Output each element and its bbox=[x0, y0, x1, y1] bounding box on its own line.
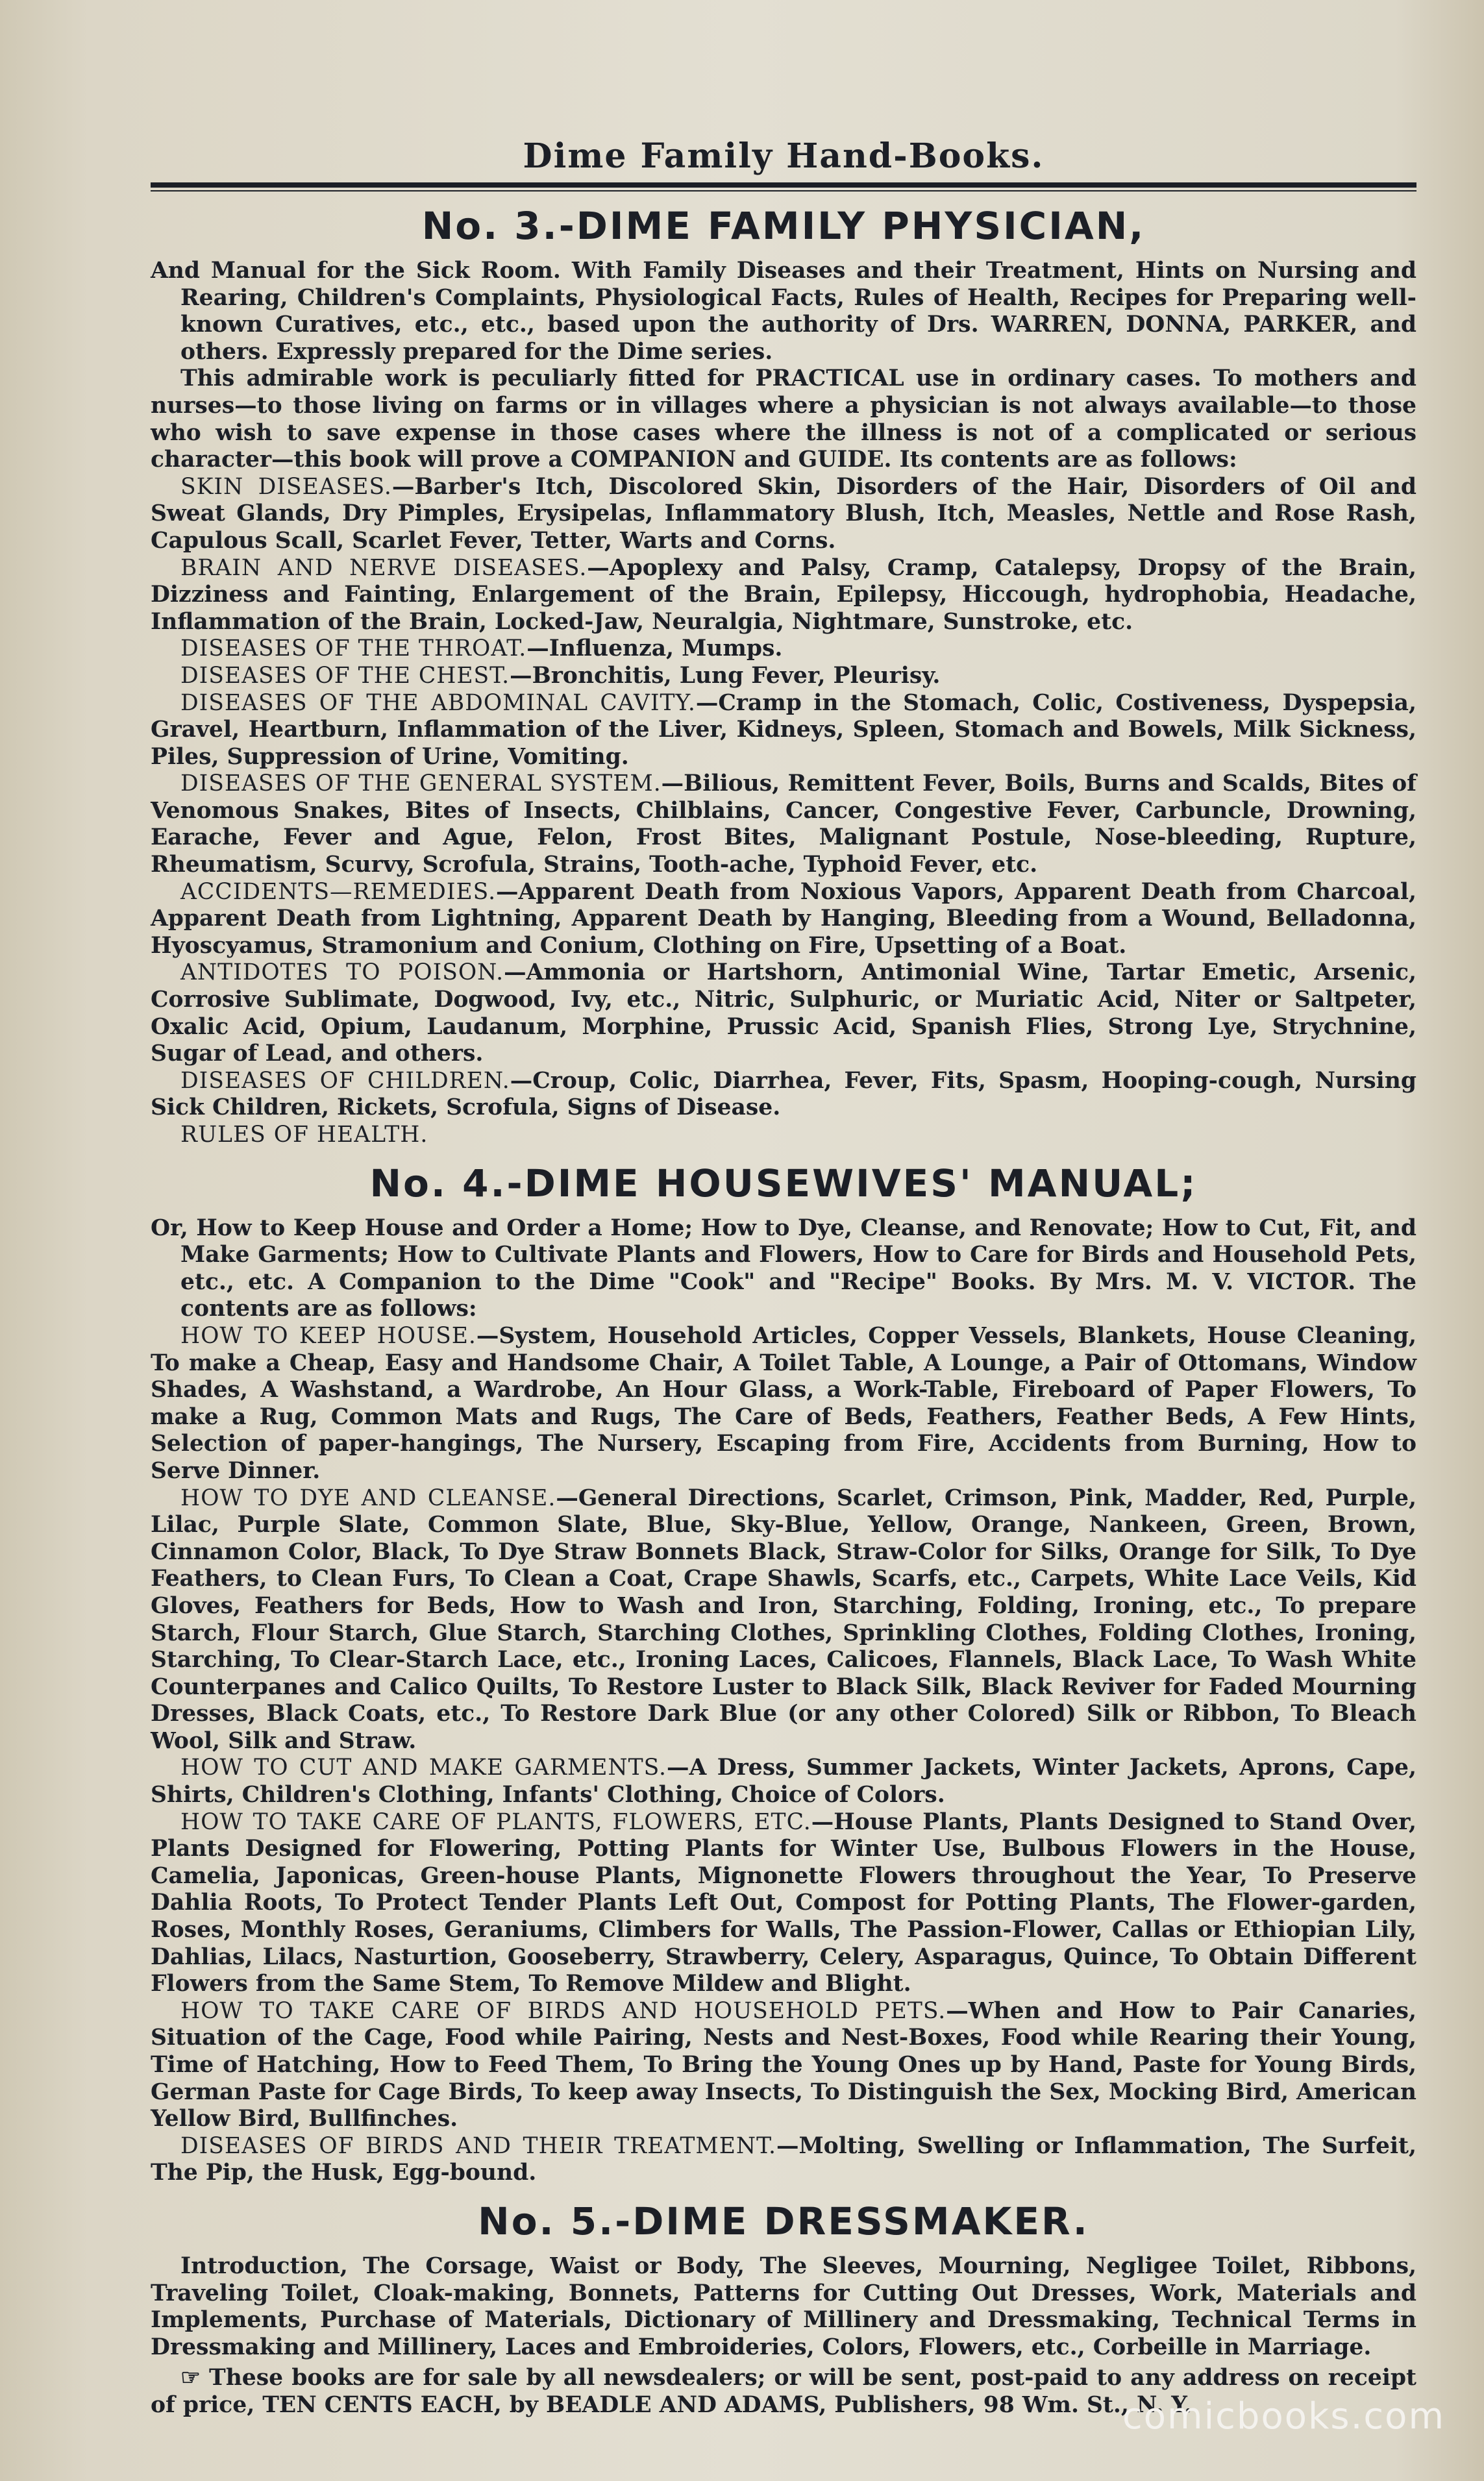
paragraph-text: —System, Household Articles, Copper Vessels, Blankets, House Cleaning, To make a Cheap, Easy and Handsome Chair, A Toilet Table, A Lounge, a Pair of Ottomans, Window Shades, A Washstand, a Wardrobe, An Hour Glass, a Work-Table, Fireboard of Paper Flowers, To make a Rug, Common Mats and Rugs, The Care of Beds, Feathers, Feather Beds, A Few Hints, Selection of paper-hangings, The Nursery, Escaping from Fire, Accidents from Burning, How to Serve Dinner. bbox=[151, 1322, 1416, 1484]
paragraph-heading: HOW TO DYE AND CLEANSE. bbox=[180, 1485, 556, 1511]
section-title: No. 5.-DIME DRESSMAKER. bbox=[478, 2199, 1089, 2243]
catalog-page bbox=[151, 136, 1416, 2419]
paragraph bbox=[151, 555, 1416, 636]
paragraph-heading: BRAIN AND NERVE DISEASES. bbox=[180, 554, 587, 581]
header-rule bbox=[151, 182, 1416, 191]
paragraph-text: —Bronchitis, Lung Fever, Pleurisy. bbox=[510, 662, 941, 689]
paragraph bbox=[151, 690, 1416, 771]
paragraph bbox=[151, 1215, 1416, 1323]
paragraph-heading: HOW TO TAKE CARE OF BIRDS AND HOUSEHOLD PETS. bbox=[180, 1997, 946, 2024]
paragraph bbox=[151, 1323, 1416, 1485]
paragraph-text: —House Plants, Plants Designed to Stand Over, Plants Designed for Flowering, Potting Plants for Winter Use, Bulbous Flowers in the House, Camelia, Japonicas, Green-house Plants, Mignonette Flowers throughout the Year, To Preserve Dahlia Roots, To Protect Tender Plants Left Out, Compost for Potting Plants, The Flower-garden, Roses, Monthly Roses, Geraniums, Climbers for Walls, The Passion-Flower, Callas or Ethiopian Lily, Dahlias, Lilacs, Nasturtion, Gooseberry, Strawberry, Celery, Asparagus, Quince, To Obtain Different Flowers from the Same Stem, To Remove Mildew and Blight. bbox=[151, 1808, 1416, 1997]
paragraph-text: —When and How to Pair Canaries, Situation of the Cage, Food while Pairing, Nests and Nest-Boxes, Food while Rearing their Young, Time of Hatching, How to Feed Them, To Bring the Young Ones up by Hand, Paste for Young Birds, German Paste for Cage Birds, To keep away Insects, To Distinguish the Sex, Mocking Bird, American Yellow Bird, Bullfinches. bbox=[151, 1997, 1416, 2132]
paragraph bbox=[151, 663, 1416, 690]
paragraph-text: —Bilious, Remittent Fever, Boils, Burns and Scalds, Bites of Venomous Snakes, Bites of Insects, Chilblains, Cancer, Congestive Fever, Carbuncle, Drowning, Earache, Fever and Ague, Felon, Frost Bites, Malignant Postule, Nose-bleeding, Rupture, Rheumatism, Scurvy, Scrofula, Strains, Tooth-ache, Typhoid Fever, etc. bbox=[151, 771, 1416, 878]
paragraph-text: —Molting, Swelling or Inflammation, The Surfeit, The Pip, the Husk, Egg-bound. bbox=[151, 2132, 1417, 2186]
paragraph bbox=[151, 2133, 1416, 2187]
paragraph-heading: DISEASES OF THE ABDOMINAL CAVITY. bbox=[180, 689, 696, 716]
running-head: Dime Family Hand-Books. bbox=[523, 136, 1045, 176]
paragraph bbox=[151, 1809, 1416, 1998]
section-title: No. 3.-DIME FAMILY PHYSICIAN, bbox=[421, 204, 1146, 248]
paragraph-heading: DISEASES OF THE CHEST. bbox=[180, 662, 510, 689]
paragraph bbox=[151, 365, 1416, 473]
paragraph-text: —Apparent Death from Noxious Vapors, Apparent Death from Charcoal, Apparent Death from Lightning, Apparent Death by Hanging, Bleeding from a Wound, Belladonna, Hyoscyamus, Stramonium and Conium, Clothing on Fire, Upsetting of a Boat. bbox=[151, 878, 1416, 959]
paragraph-text: Or, How to Keep House and Order a Home; How to Dye, Cleanse, and Renovate; How to Cut, Fit, and Make Garments; How to Cultivate Plants and Flowers, How to Care for Birds and Household Pets, etc., etc. A Companion to the Dime "Cook" and "Recipe" Books. By Mrs. M. V. VICTOR. The contents are as follows: bbox=[151, 1215, 1416, 1322]
paragraph bbox=[151, 1998, 1416, 2133]
paragraph-heading: HOW TO KEEP HOUSE. bbox=[180, 1322, 476, 1349]
paragraph-heading: HOW TO TAKE CARE OF PLANTS, FLOWERS, ETC. bbox=[180, 1808, 811, 1835]
paragraph bbox=[151, 771, 1416, 878]
paragraph-heading: ANTIDOTES TO POISON. bbox=[180, 959, 504, 986]
paragraph-text: This admirable work is peculiarly fitted for PRACTICAL use in ordinary cases. To mothers and nurses—to those living on farms or in villages where a physician is not always available—to those who wish to save expense in those cases where the illness is not of a complicated or serious character—this book will prove a COMPANION and GUIDE. Its contents are as follows: bbox=[151, 365, 1416, 473]
footer-notice: ☞ These books are for sale by all newsdealers; or will be sent, post-paid to any address on receipt of price, TEN CENTS EACH, by BEADLE AND ADAMS, Publishers, 98 Wm. St., N. Y. bbox=[151, 2365, 1416, 2418]
paragraph-heading: ACCIDENTS—REMEDIES. bbox=[180, 878, 497, 905]
paragraph bbox=[151, 1485, 1416, 1755]
paragraph-text: —General Directions, Scarlet, Crimson, Pink, Madder, Red, Purple, Lilac, Purple Slate, Common Slate, Blue, Sky-Blue, Yellow, Orange, Nankeen, Green, Brown, Cinnamon Color, Black, To Dye Straw Bonnets Black, Straw-Color for Silks, Orange for Silk, To Dye Feathers, to Clean Furs, To Clean a Coat, Crape Shawls, Scarfs, etc., Carpets, White Lace Veils, Kid Gloves, Feathers for Beds, How to Wash and Iron, Starching, Folding, Ironing, etc., To prepare Starch, Flour Starch, Glue Starch, Starching Clothes, Sprinkling Clothes, Folding Clothes, Ironing, Starching, To Clear-Starch Lace, etc., Ironing Laces, Calicoes, Flannels, Black Lace, To Wash White Counterpanes and Calico Quilts, To Restore Luster to Black Silk, Black Reviver for Faded Mourning Dresses, Black Coats, etc., To Restore Dark Blue (or any other Colored) Silk or Ribbon, To Bleach Wool, Silk and Straw. bbox=[151, 1485, 1416, 1754]
paragraph-heading: SKIN DISEASES. bbox=[180, 473, 392, 500]
paragraph bbox=[151, 474, 1416, 555]
paragraph bbox=[151, 1755, 1416, 1808]
paragraph bbox=[151, 879, 1416, 960]
section-dressmaker bbox=[151, 2199, 1416, 2361]
paragraph-text: —Ammonia or Hartshorn, Antimonial Wine, Tartar Emetic, Arsenic, Corrosive Sublimate, Dogwood, Ivy, etc., Nitric, Sulphuric, or Muriatic Acid, Niter or Saltpeter, Oxalic Acid, Opium, Laudanum, Morphine, Prussic Acid, Spanish Flies, Strong Lye, Strychnine, Sugar of Lead, and others. bbox=[151, 959, 1416, 1067]
section-title: No. 4.-DIME HOUSEWIVES' MANUAL; bbox=[369, 1161, 1198, 1205]
paragraph-text: —Croup, Colic, Diarrhea, Fever, Fits, Spasm, Hooping-cough, Nursing Sick Children, Rickets, Scrofula, Signs of Disease. bbox=[151, 1067, 1416, 1121]
section-family-physician bbox=[151, 203, 1416, 1149]
paragraph-text: —Influenza, Mumps. bbox=[526, 636, 783, 662]
paragraph-text: —Cramp in the Stomach, Colic, Costiveness, Dyspepsia, Gravel, Heartburn, Inflammation of the Liver, Kidneys, Spleen, Stomach and Bowels, Milk Sickness, Piles, Suppression of Urine, Vomiting. bbox=[151, 689, 1416, 770]
paragraph bbox=[151, 2253, 1416, 2361]
paragraph bbox=[151, 959, 1416, 1067]
paragraph bbox=[151, 636, 1416, 663]
paragraph bbox=[151, 258, 1416, 365]
paragraph bbox=[151, 1122, 1416, 1149]
paragraph-heading: DISEASES OF CHILDREN. bbox=[180, 1067, 510, 1094]
section-housewives-manual bbox=[151, 1161, 1416, 2187]
paragraph-text: —A Dress, Summer Jackets, Winter Jackets, Aprons, Cape, Shirts, Children's Clothing, Infants' Clothing, Choice of Colors. bbox=[151, 1755, 1416, 1808]
paragraph-text: —Barber's Itch, Discolored Skin, Disorders of the Hair, Disorders of Oil and Sweat Glands, Dry Pimples, Erysipelas, Inflammatory Blush, Itch, Measles, Nettle and Rose Rash, Capulous Scall, Scarlet Fever, Tetter, Warts and Corns. bbox=[151, 473, 1417, 554]
paragraph-text: Introduction, The Corsage, Waist or Body, The Sleeves, Mourning, Negligee Toilet, Ribbons, Traveling Toilet, Cloak-making, Bonnets, Patterns for Cutting Out Dresses, Work, Materials and Implements, Purchase of Materials, Dictionary of Millinery and Dressmaking, Technical Terms in Dressmaking and Millinery, Laces and Embroideries, Colors, Flowers, etc., Corbeille in Marriage. bbox=[151, 2253, 1416, 2360]
paragraph bbox=[151, 1068, 1416, 1122]
paragraph-heading: DISEASES OF BIRDS AND THEIR TREATMENT. bbox=[180, 2132, 776, 2159]
paragraph-heading: RULES OF HEALTH. bbox=[180, 1122, 428, 1148]
watermark: comicbooks.com bbox=[1122, 2395, 1445, 2438]
paragraph-heading: DISEASES OF THE GENERAL SYSTEM. bbox=[180, 771, 662, 797]
paragraph-heading: HOW TO CUT AND MAKE GARMENTS. bbox=[180, 1755, 667, 1781]
paragraph-text: —Apoplexy and Palsy, Cramp, Catalepsy, Dropsy of the Brain, Dizziness and Fainting, Enlargement of the Brain, Epilepsy, Hiccough, hydrophobia, Headache, Inflammation of the Brain, Locked-Jaw, Neuralgia, Nightmare, Sunstroke, etc. bbox=[151, 554, 1416, 635]
paragraph-text: And Manual for the Sick Room. With Family Diseases and their Treatment, Hints on Nursing and Rearing, Children's Complaints, Physiological Facts, Rules of Health, Recipes for Preparing well-known Curatives, etc., etc., based upon the authority of Drs. WARREN, DONNA, PARKER, and others. Expressly prepared for the Dime series. bbox=[151, 258, 1416, 365]
paragraph-heading: DISEASES OF THE THROAT. bbox=[180, 636, 527, 662]
